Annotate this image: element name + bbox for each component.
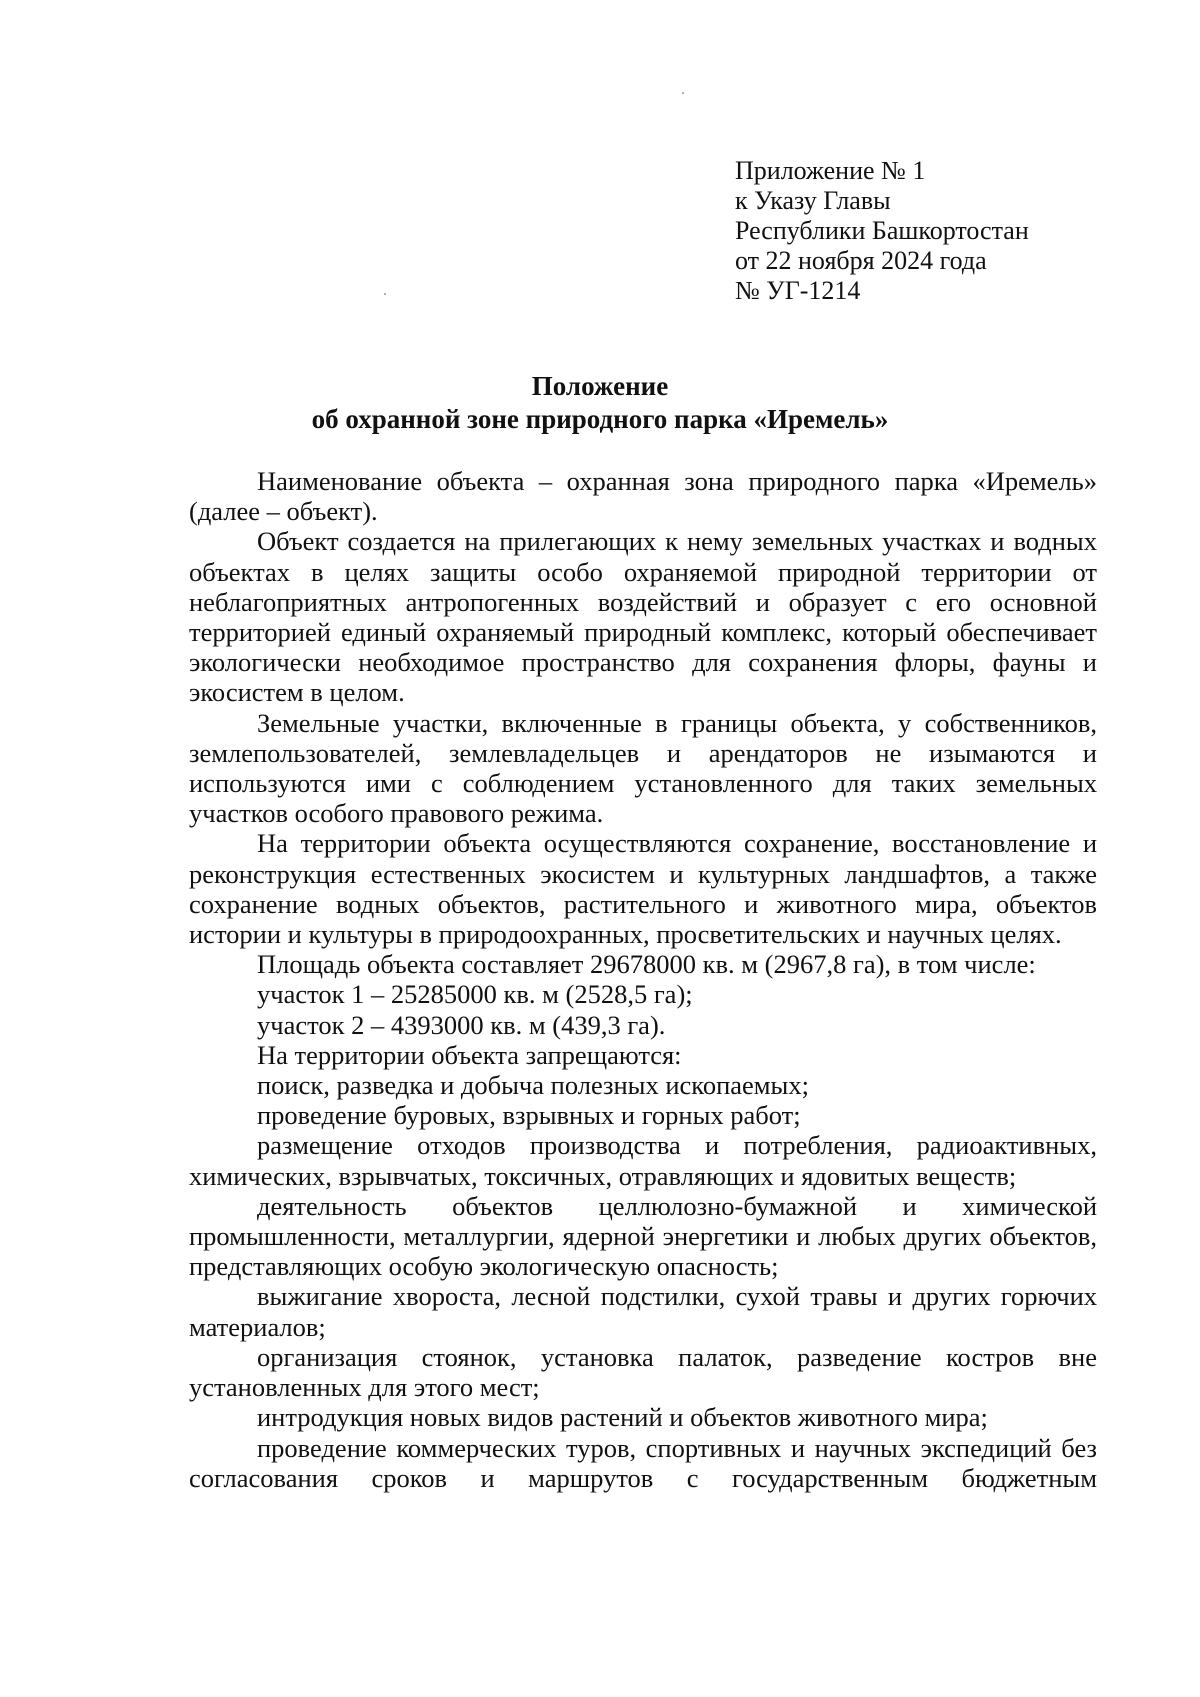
scan-speck [682, 92, 684, 94]
paragraph: проведение коммерческих туров, спортивных и научных экспедиций без согласования сроков и маршрутов с государственным бюджетным [189, 1432, 1097, 1493]
document-body [189, 466, 1097, 1493]
paragraph: На территории объекта осуществляются сохранение, восстановление и реконструкция естественных экосистем и культурных ландшафтов, а также сохранение водных объектов, растительного и животного мира, объектов истории и культуры в природоохранных, просветительских и научных целях. [189, 828, 1097, 950]
document-title [0, 370, 1200, 436]
paragraph: Объект создается на прилегающих к нему земельных участках и водных объектах в целях защиты особо охраняемой природной территории от неблагоприятных антропогенных воздействий и образует с его основной территорией единый охраняемый природный комплекс, который обеспечивает экологически необходимое пространство для сохранения флоры, фауны и экосистем в целом. [189, 526, 1097, 708]
annex-block [735, 156, 1029, 306]
title-line-1: Положение [531, 371, 669, 401]
paragraph: выжигание хвороста, лесной подстилки, сухой травы и других горючих материалов; [189, 1281, 1097, 1342]
paragraph: Площадь объекта составляет 29678000 кв. м (2967,8 га), в том числе: [257, 949, 1036, 980]
annex-line: Приложение № 1 [735, 156, 926, 185]
title-line-2: об охранной зоне природного парка «Иремель» [311, 404, 889, 434]
paragraph: интродукция новых видов растений и объектов животного мира; [257, 1402, 988, 1433]
paragraph: участок 2 – 4393000 кв. м (439,3 га). [257, 1009, 666, 1040]
paragraph: Земельные участки, включенные в границы объекта, у собственников, землепользователей, землевладельцев и арендаторов не изымаются и используются ими с соблюдением установленного для таких земельных участков особого правового режима. [189, 707, 1097, 829]
paragraph: деятельность объектов целлюлозно-бумажной и химической промышленности, металлургии, ядерной энергетики и любых других объектов, представляющих особую экологическую опасность; [189, 1190, 1097, 1282]
paragraph: На территории объекта запрещаются: [257, 1039, 682, 1070]
paragraph: размещение отходов производства и потребления, радиоактивных, химических, взрывчатых, токсичных, отравляющих и ядовитых веществ; [189, 1130, 1097, 1191]
scan-speck [384, 293, 386, 295]
annex-line: № УГ-1214 [735, 276, 861, 305]
annex-line: к Указу Главы [735, 186, 891, 215]
paragraph: проведение буровых, взрывных и горных работ; [257, 1100, 801, 1131]
paragraph: Наименование объекта – охранная зона природного парка «Иремель» (далее – объект). [189, 466, 1097, 527]
annex-line: Республики Башкортостан [735, 216, 1029, 245]
paragraph: участок 1 – 25285000 кв. м (2528,5 га); [257, 979, 693, 1010]
annex-line: от 22 ноября 2024 года [735, 246, 987, 275]
paragraph: поиск, разведка и добыча полезных ископаемых; [257, 1070, 809, 1101]
paragraph: организация стоянок, установка палаток, разведение костров вне установленных для этого мест; [189, 1341, 1097, 1403]
